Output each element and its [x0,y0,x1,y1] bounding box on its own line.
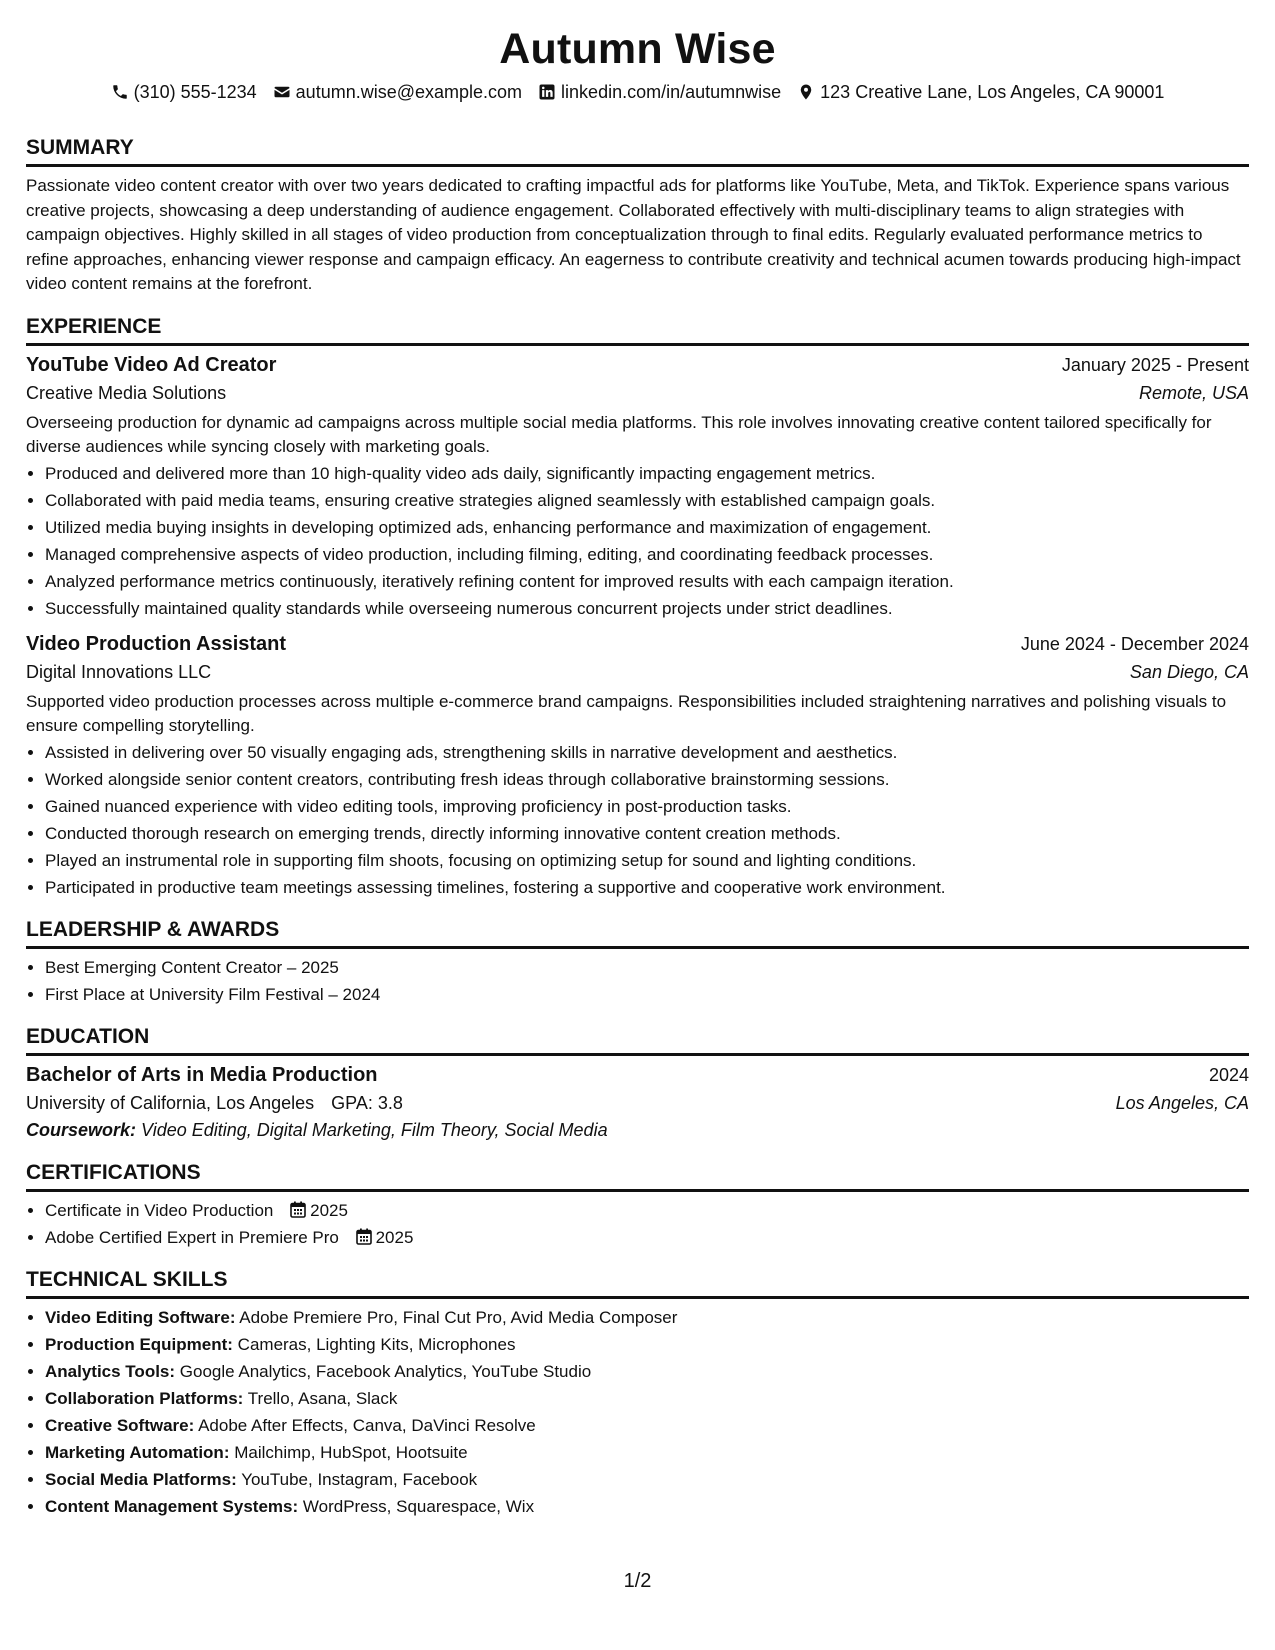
contact-email[interactable] [273,82,522,103]
skill-value: Google Analytics, Facebook Analytics, YouTube Studio [179,1361,592,1381]
list-item: • Conducted thorough research on emerging trends, directly informing innovative content creation methods. [45,820,1249,847]
job-bullets [26,460,1249,622]
skill-value: Trello, Asana, Slack [247,1388,398,1408]
contact-bar [26,80,1249,104]
section-title: TECHNICAL SKILLS [26,1267,1249,1299]
skill-label: Video Editing Software: [45,1307,236,1327]
skill-value: WordPress, Squarespace, Wix [302,1496,535,1516]
summary-section [26,135,1249,297]
job-header [26,354,1249,377]
gpa: GPA: 3.8 [331,1092,403,1113]
section-title: EDUCATION [26,1024,1249,1056]
job-entry [26,354,1249,622]
list-item: • Successfully maintained quality standards while overseeing numerous concurrent projects under strict deadlines. [45,595,1249,622]
contact-phone [111,82,257,103]
skill-value: Adobe After Effects, Canva, DaVinci Resolve [198,1415,536,1435]
section-title: SUMMARY [26,135,1249,167]
resume-page [26,0,1249,1520]
address-text: 123 Creative Lane, Los Angeles, CA 90001 [820,81,1165,102]
list-item [45,1197,1249,1224]
job-date: January 2025 - Present [1061,354,1249,375]
linkedin-icon [538,83,556,101]
list-item: • Played an instrumental role in supporting film shoots, focusing on optimizing setup for sound and lighting conditions. [45,847,1249,874]
job-description: Supported video production processes across multiple e-commerce brand campaigns. Responsibilities included straightening narratives and polishing visuals to ensure compelling storytelling. [26,691,1227,735]
awards-list [26,954,1249,1008]
job-subheader [26,662,1249,683]
skill-value: Cameras, Lighting Kits, Microphones [237,1334,516,1354]
job-company: Creative Media Solutions [26,382,227,403]
job-title: Video Production Assistant [26,632,287,655]
job-date: June 2024 - December 2024 [1020,633,1249,654]
experience-section [26,314,1249,901]
coursework-label: Coursework: [26,1119,137,1140]
certification-year: 2025 [375,1227,414,1247]
list-item: • Analyzed performance metrics continuously, iteratively refining content for improved results with each campaign iteration. [45,568,1249,595]
section-title: CERTIFICATIONS [26,1160,1249,1192]
education-subheader [26,1093,1249,1114]
envelope-icon [273,83,291,101]
section-title: EXPERIENCE [26,314,1249,346]
certification-name: Certificate in Video Production [45,1200,274,1220]
list-item [45,1224,1249,1251]
awards-section [26,917,1249,1008]
coursework [26,1120,1249,1141]
calendar-icon [356,1228,372,1245]
list-item [45,1493,1249,1520]
summary-text: Passionate video content creator with over two years dedicated to crafting impactful ads for platforms like YouTube, Meta, and TikTok. Experience spans various creative projects, showcasing a deep understanding of audience engagement. Collaborated effectively with multi-disciplinary teams to align strategies with campaign objectives. Highly skilled in all stages of video production from conceptualization through to final edits. Regularly evaluated performance metrics to refine approaches, enhancing viewer response and campaign efficacy. An eagerness to contribute creativity and technical acumen towards producing high-impact video content remains at the forefront. [26,176,1241,293]
list-item: • Assisted in delivering over 50 visually engaging ads, strengthening skills in narrative development and aesthetics. [45,739,1249,766]
skill-value: YouTube, Instagram, Facebook [241,1469,478,1489]
skill-label: Production Equipment: [45,1334,233,1354]
list-item: • Managed comprehensive aspects of video production, including filming, editing, and coordinating feedback processes. [45,541,1249,568]
job-subheader [26,383,1249,404]
section-title: LEADERSHIP & AWARDS [26,917,1249,949]
job-description: Overseeing production for dynamic ad campaigns across multiple social media platforms. This role involves innovating creative content tailored specifically for diverse audiences while syncing closely with marketing goals. [26,412,1212,456]
skill-label: Marketing Automation: [45,1442,230,1462]
skills-list [26,1304,1249,1520]
job-title: YouTube Video Ad Creator [26,353,277,376]
list-item: • Utilized media buying insights in developing optimized ads, enhancing performance and maximization of engagement. [45,514,1249,541]
school-line [26,1093,403,1114]
list-item [45,1466,1249,1493]
job-header [26,633,1249,656]
list-item: • Worked alongside senior content creators, contributing fresh ideas through collaborative brainstorming sessions. [45,766,1249,793]
list-item: • Best Emerging Content Creator – 2025 [45,954,1249,981]
job-company: Digital Innovations LLC [26,661,212,682]
list-item: • First Place at University Film Festival – 2024 [45,981,1249,1008]
education-header [26,1064,1249,1087]
certification-year: 2025 [310,1200,348,1220]
phone-icon [111,83,129,101]
contact-linkedin[interactable] [538,82,781,103]
list-item [45,1412,1249,1439]
school-location: Los Angeles, CA [1115,1092,1249,1113]
list-item [45,1331,1249,1358]
skill-value: Mailchimp, HubSpot, Hootsuite [234,1442,468,1462]
page-number: 1/2 [623,1570,652,1592]
phone-text: (310) 555-1234 [133,81,257,102]
job-entry [26,633,1249,901]
skill-value: Adobe Premiere Pro, Final Cut Pro, Avid Media Composer [239,1307,678,1327]
skill-label: Analytics Tools: [45,1361,176,1381]
job-location: San Diego, CA [1129,661,1249,682]
list-item: • Participated in productive team meetings assessing timelines, fostering a supportive and cooperative work environment. [45,874,1249,901]
job-location: Remote, USA [1138,382,1249,403]
list-item [45,1385,1249,1412]
education-section [26,1024,1249,1141]
linkedin-text: linkedin.com/in/autumnwise [561,81,782,102]
list-item [45,1358,1249,1385]
email-text: autumn.wise@example.com [295,81,523,102]
calendar-icon [290,1201,306,1218]
skills-section [26,1267,1249,1520]
contact-address [797,82,1164,103]
certifications-section [26,1160,1249,1251]
list-item: • Collaborated with paid media teams, ensuring creative strategies aligned seamlessly with established campaign goals. [45,487,1249,514]
certifications-list [26,1197,1249,1251]
list-item [45,1304,1249,1331]
map-pin-icon [797,83,815,101]
skill-label: Content Management Systems: [45,1496,299,1516]
graduation-year: 2024 [1208,1064,1249,1085]
degree: Bachelor of Arts in Media Production [26,1063,378,1086]
list-item: • Produced and delivered more than 10 high-quality video ads daily, significantly impacting engagement metrics. [45,460,1249,487]
list-item [45,1439,1249,1466]
coursework-list: Video Editing, Digital Marketing, Film Theory, Social Media [141,1119,608,1140]
school-name: University of California, Los Angeles [26,1092,315,1113]
skill-label: Social Media Platforms: [45,1469,237,1489]
candidate-name: Autumn Wise [499,25,776,73]
job-bullets [26,739,1249,901]
skill-label: Creative Software: [45,1415,195,1435]
certification-name: Adobe Certified Expert in Premiere Pro [45,1227,339,1247]
skill-label: Collaboration Platforms: [45,1388,244,1408]
list-item: • Gained nuanced experience with video editing tools, improving proficiency in post-production tasks. [45,793,1249,820]
